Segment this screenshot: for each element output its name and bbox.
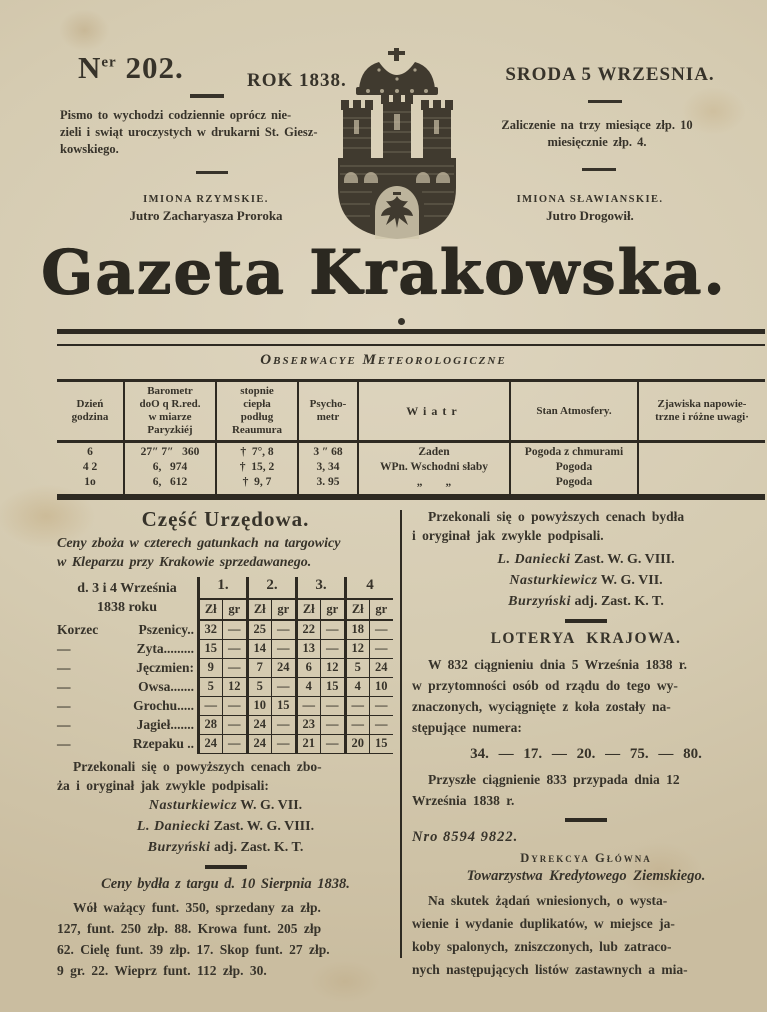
signatory-title: Zast. W. G. VIII. xyxy=(570,552,675,567)
text-line: W 832 ciągnieniu dnia 5 Września 1838 r. xyxy=(428,657,688,672)
official-section-title: Część Urzędowa. xyxy=(141,507,310,531)
grain-value: 22 xyxy=(295,621,320,640)
text-line: 6, 974 xyxy=(152,461,188,473)
grain-group-2: 2. xyxy=(246,577,295,600)
text-line: stępujące numera: xyxy=(412,720,522,735)
signatory-title: W. G. VII. xyxy=(237,798,303,813)
text-line: ża i oryginał jak zwykle podpisali: xyxy=(57,778,269,793)
grain-value: 23 xyxy=(295,716,320,735)
credit-directorate-title: Dyrekcya Główna xyxy=(520,851,652,865)
signature-line xyxy=(57,816,394,837)
credit-society-name: Towarzystwa Kredytowego Ziemskiego. xyxy=(466,868,706,884)
unit-gr: gr xyxy=(369,600,394,621)
grain-value: 6 xyxy=(295,659,320,678)
publication-note xyxy=(60,107,338,158)
subscription-note xyxy=(468,117,726,151)
grain-row-label: — Jagieł....... xyxy=(57,717,194,732)
lottery-next-drawing xyxy=(412,769,760,811)
grain-value: — xyxy=(222,716,247,735)
grain-value: 15 xyxy=(197,640,222,659)
unit-gr: gr xyxy=(271,600,296,621)
lottery-numbers: 34. — 17. — 20. — 75. — 80. xyxy=(470,746,702,762)
lottery-body xyxy=(412,654,760,738)
grain-value: — xyxy=(271,735,296,754)
grain-row-label: — Jęczmien: xyxy=(57,660,194,675)
grain-value: 24 xyxy=(246,716,271,735)
grain-value: 25 xyxy=(246,621,271,640)
weather-values-psychometr xyxy=(299,443,357,494)
grain-value: — xyxy=(369,621,394,640)
text-line: doO q R.red. xyxy=(139,398,201,410)
weather-header-wiatr xyxy=(359,382,509,443)
grain-value: — xyxy=(271,621,296,640)
grain-value: 32 xyxy=(197,621,222,640)
text-line: Przekonali się o powyższych cenach bydła xyxy=(428,509,685,524)
grain-value: 21 xyxy=(295,735,320,754)
signatory-title: Zast. W. G. VIII. xyxy=(210,819,315,834)
signature-line xyxy=(412,570,760,591)
text-line: podług xyxy=(240,411,274,423)
text-line: zieli i swiąt uroczystych w drukarni St. Giesz- xyxy=(60,125,318,139)
weather-col-stopnie xyxy=(215,382,297,494)
rule-under-subscription-note xyxy=(582,168,616,171)
text-line: † 9, 7 xyxy=(242,476,272,488)
text-line: Reaumura xyxy=(231,424,283,436)
text-line: 3 ″ 68 xyxy=(313,446,343,458)
roman-names-title: IMIONA RZYMSKIE. xyxy=(143,194,269,205)
text-line: 127, funt. 250 złp. 88. Krowa funt. 205 złp xyxy=(57,921,322,936)
grain-value: — xyxy=(222,697,247,716)
text-line: w Kleparzu przy Krakowie sprzedawanego. xyxy=(57,555,312,570)
text-line: 6 xyxy=(87,446,93,458)
grain-value: — xyxy=(222,621,247,640)
text-line: w przytomności osób od rządu do tego wy- xyxy=(412,678,678,693)
date-label: SRODA 5 WRZESNIA. xyxy=(505,64,715,85)
masthead-double-rule xyxy=(57,329,765,346)
grain-value: — xyxy=(369,716,394,735)
issue-value: 202. xyxy=(116,50,184,85)
grain-value: — xyxy=(222,640,247,659)
text-line: stopnie xyxy=(240,385,274,397)
text-line: kowskiego. xyxy=(60,142,119,156)
krakow-coat-of-arms xyxy=(336,48,458,240)
grain-table-date xyxy=(57,577,197,621)
text-line: 9 gr. 22. Wieprz funt. 112 złp. 30. xyxy=(57,963,267,978)
text-line: Paryzkiéj xyxy=(147,424,193,436)
text-line: Pogoda xyxy=(555,461,593,473)
cattle-prices-body xyxy=(57,897,394,981)
text-line: Wół ważący funt. 350, sprzedany za złp. xyxy=(73,900,321,915)
grain-value: 5 xyxy=(197,678,222,697)
grain-group-1: 1. xyxy=(197,577,246,600)
text-line: Barometr xyxy=(147,385,193,397)
text-line: Stan Atmosfery. xyxy=(536,404,612,417)
text-line xyxy=(639,475,765,490)
signatory-title: adj. Zast. K. T. xyxy=(210,840,304,855)
grain-confirmation-note xyxy=(57,757,394,795)
text-line: Zjawiska napowie- xyxy=(657,398,747,410)
weather-col-wiatr xyxy=(357,382,509,494)
grain-value: — xyxy=(222,735,247,754)
issue-number xyxy=(78,50,184,86)
signatory-name: L. Daniecki xyxy=(497,552,571,567)
signature-line xyxy=(412,591,760,612)
weather-col-barometr xyxy=(123,382,215,494)
weather-col-stan xyxy=(509,382,637,494)
grain-value: 24 xyxy=(246,735,271,754)
grain-value: 13 xyxy=(295,640,320,659)
weather-header-stan xyxy=(511,382,637,443)
grain-value: — xyxy=(197,697,222,716)
text-line: Przekonali się o powyższych cenach zbo- xyxy=(73,759,322,774)
grain-value: — xyxy=(369,697,394,716)
text-line: Zaden xyxy=(418,446,450,458)
unit-zl: Zł xyxy=(295,600,320,621)
text-line: 4 2 xyxy=(82,461,98,473)
text-line: † 15, 2 xyxy=(239,461,275,473)
grain-value: — xyxy=(320,735,345,754)
crest-icon xyxy=(336,48,458,240)
text-line: 6, 612 xyxy=(152,476,188,488)
text-line: 27″ 7″ 360 xyxy=(140,446,200,458)
grain-price-table xyxy=(57,577,393,754)
signature-line xyxy=(412,549,760,570)
grain-value: 12 xyxy=(222,678,247,697)
text-line: i oryginał jak zwykle podpisali. xyxy=(412,528,604,543)
grain-value: 28 xyxy=(197,716,222,735)
weather-col-dzien-godzina xyxy=(57,382,123,494)
signatory-name: L. Daniecki xyxy=(136,819,211,834)
section-divider-rule xyxy=(205,865,247,869)
grain-value: — xyxy=(344,716,369,735)
grain-value: 7 xyxy=(246,659,271,678)
grain-row-label: — Rzepaku .. xyxy=(57,736,194,751)
unit-zl: Zł xyxy=(344,600,369,621)
grain-value: — xyxy=(320,640,345,659)
grain-value: 14 xyxy=(246,640,271,659)
text-line: znaczonych, wyciągnięte z koła zostały na- xyxy=(412,699,671,714)
roman-names-block xyxy=(108,194,304,224)
grain-date-line2: 1838 roku xyxy=(96,600,158,615)
grain-value: 9 xyxy=(197,659,222,678)
text-line: Dzień xyxy=(76,398,104,410)
text-line: 3. 95 xyxy=(316,476,340,488)
text-line: Pogoda z chmurami xyxy=(524,446,624,458)
text-line: Zaliczenie na trzy miesiące złp. 10 xyxy=(501,118,693,132)
text-line: 1o xyxy=(84,476,96,488)
credit-announcement-body xyxy=(412,889,760,981)
cattle-confirmation-note xyxy=(412,507,760,545)
issue-prefix: N xyxy=(78,50,102,85)
text-line: 62. Cielę funt. 39 złp. 17. Skop funt. 27 złp. xyxy=(57,942,330,957)
grain-value: 24 xyxy=(197,735,222,754)
grain-value: 10 xyxy=(369,678,394,697)
grain-prices-intro xyxy=(57,534,394,572)
grain-date-line1: d. 3 i 4 Września xyxy=(77,581,177,596)
text-line: „ „ xyxy=(416,476,452,488)
text-line: nych następujących listów zastawnych a mia- xyxy=(412,962,688,977)
grain-value: — xyxy=(271,716,296,735)
grain-row-label: — Zyta......... xyxy=(57,641,194,656)
text-line: trzne i różne uwagi· xyxy=(655,411,749,423)
grain-value: 20 xyxy=(344,735,369,754)
grain-value: — xyxy=(344,697,369,716)
signatory-name: Burzyński xyxy=(147,840,211,855)
signatory-title: W. G. VII. xyxy=(597,573,663,588)
slavic-names-block xyxy=(492,194,688,224)
weather-header-psychometr xyxy=(299,382,357,443)
grain-group-4: 4 xyxy=(344,577,393,600)
text-line: Wiatr xyxy=(406,403,462,418)
grain-row-label: — Owsa....... xyxy=(57,679,194,694)
text-line: † 7°, 8 xyxy=(240,446,274,458)
rule-under-issue xyxy=(190,94,224,98)
grain-value: 15 xyxy=(271,697,296,716)
weather-header-barometr xyxy=(125,382,215,443)
grain-value: — xyxy=(271,640,296,659)
weather-col-zjawiska xyxy=(637,382,765,494)
weather-values-dzien xyxy=(57,443,123,494)
text-line: Pismo to wychodzi codziennie oprócz nie- xyxy=(60,108,292,122)
grain-value: — xyxy=(320,697,345,716)
rule-under-publication-note xyxy=(196,171,228,174)
unit-gr: gr xyxy=(222,600,247,621)
text-line: Września 1838 r. xyxy=(412,793,515,808)
signatory-name: Nasturkiewicz xyxy=(148,798,238,813)
grain-value: 5 xyxy=(246,678,271,697)
signature-line xyxy=(57,837,394,858)
signatory-name: Burzyński xyxy=(508,594,571,609)
grain-value: 18 xyxy=(344,621,369,640)
weather-values-stan xyxy=(511,443,637,494)
text-line: metr xyxy=(316,411,340,423)
text-line: miesięcznie złp. 4. xyxy=(547,135,647,149)
text-line: Przyszłe ciągnienie 833 przypada dnia 12 xyxy=(428,772,680,787)
grain-value: 4 xyxy=(344,678,369,697)
text-line: Psycho- xyxy=(309,398,347,410)
grain-value: 15 xyxy=(369,735,394,754)
text-line: w miarze xyxy=(148,411,192,423)
weather-values-zjawiska xyxy=(639,443,765,494)
text-line: Pogoda xyxy=(555,476,593,488)
grain-value: — xyxy=(369,640,394,659)
lottery-title: LOTERYA KRAJOWA. xyxy=(490,630,682,647)
grain-value: — xyxy=(295,697,320,716)
text-line: 3, 34 xyxy=(316,461,340,473)
text-line xyxy=(639,460,765,475)
grain-group-3: 3. xyxy=(295,577,344,600)
text-line: ciepła xyxy=(243,398,271,410)
text-line: wienie i wydanie duplikatów, w miejsce ja- xyxy=(412,916,675,931)
issue-superscript: er xyxy=(101,54,117,71)
slavic-names-title: IMIONA SŁAWIANSKIE. xyxy=(516,194,664,205)
unit-zl: Zł xyxy=(197,600,222,621)
weather-col-psychometr xyxy=(297,382,357,494)
cattle-prices-title: Ceny bydła z targu d. 10 Sierpnia 1838. xyxy=(101,876,350,892)
weather-header-dzien xyxy=(57,382,123,443)
grain-value: 5 xyxy=(344,659,369,678)
text-line: WPn. Wschodni słaby xyxy=(379,461,489,473)
left-column xyxy=(57,507,394,981)
masthead-title: Gazeta Krakowska. xyxy=(40,237,727,308)
weather-values-stopnie xyxy=(217,443,297,494)
unit-zl: Zł xyxy=(246,600,271,621)
grain-value: — xyxy=(222,659,247,678)
section-divider-rule xyxy=(565,818,607,822)
grain-value: 24 xyxy=(369,659,394,678)
grain-row-label: Korzec Pszenicy.. xyxy=(57,622,194,637)
grain-value: 12 xyxy=(344,640,369,659)
signature-line xyxy=(57,795,394,816)
weather-section-title: Obserwacye Meteorologiczne xyxy=(260,352,507,368)
signatory-name: Nasturkiewicz xyxy=(509,573,598,588)
column-divider-rule xyxy=(400,510,402,958)
weather-header-zjawiska xyxy=(639,382,765,443)
unit-gr: gr xyxy=(320,600,345,621)
text-line: godzina xyxy=(71,411,109,423)
year-label: ROK 1838. xyxy=(247,70,347,91)
text-line: Ceny zboża w czterech gatunkach na targowicy xyxy=(57,536,341,551)
credit-reference-number: Nro 8594 9822. xyxy=(412,829,519,845)
text-line: Na skutek żądań wniesionych, o wysta- xyxy=(428,893,668,908)
text-line: koby spalonych, zniszczonych, lub zatraco- xyxy=(412,939,672,954)
grain-value: 4 xyxy=(295,678,320,697)
weather-table xyxy=(57,379,765,500)
right-column xyxy=(412,507,760,981)
signatory-title: adj. Zast. K. T. xyxy=(571,594,664,609)
weather-values-barometr xyxy=(125,443,215,494)
grain-value: — xyxy=(271,678,296,697)
grain-value: 15 xyxy=(320,678,345,697)
rule-under-date xyxy=(588,100,622,103)
masthead-ornament xyxy=(398,318,405,325)
grain-row-label: — Grochu..... xyxy=(57,698,194,713)
slavic-names-value: Jutro Drogowił. xyxy=(546,208,634,223)
text-line xyxy=(639,445,765,460)
section-divider-rule xyxy=(565,619,607,623)
roman-names-value: Jutro Zacharyasza Proroka xyxy=(129,208,283,223)
weather-header-stopnie xyxy=(217,382,297,443)
weather-values-wiatr xyxy=(359,443,509,494)
grain-value: — xyxy=(320,621,345,640)
grain-value: 24 xyxy=(271,659,296,678)
grain-value: 12 xyxy=(320,659,345,678)
grain-value: 10 xyxy=(246,697,271,716)
grain-value: — xyxy=(320,716,345,735)
